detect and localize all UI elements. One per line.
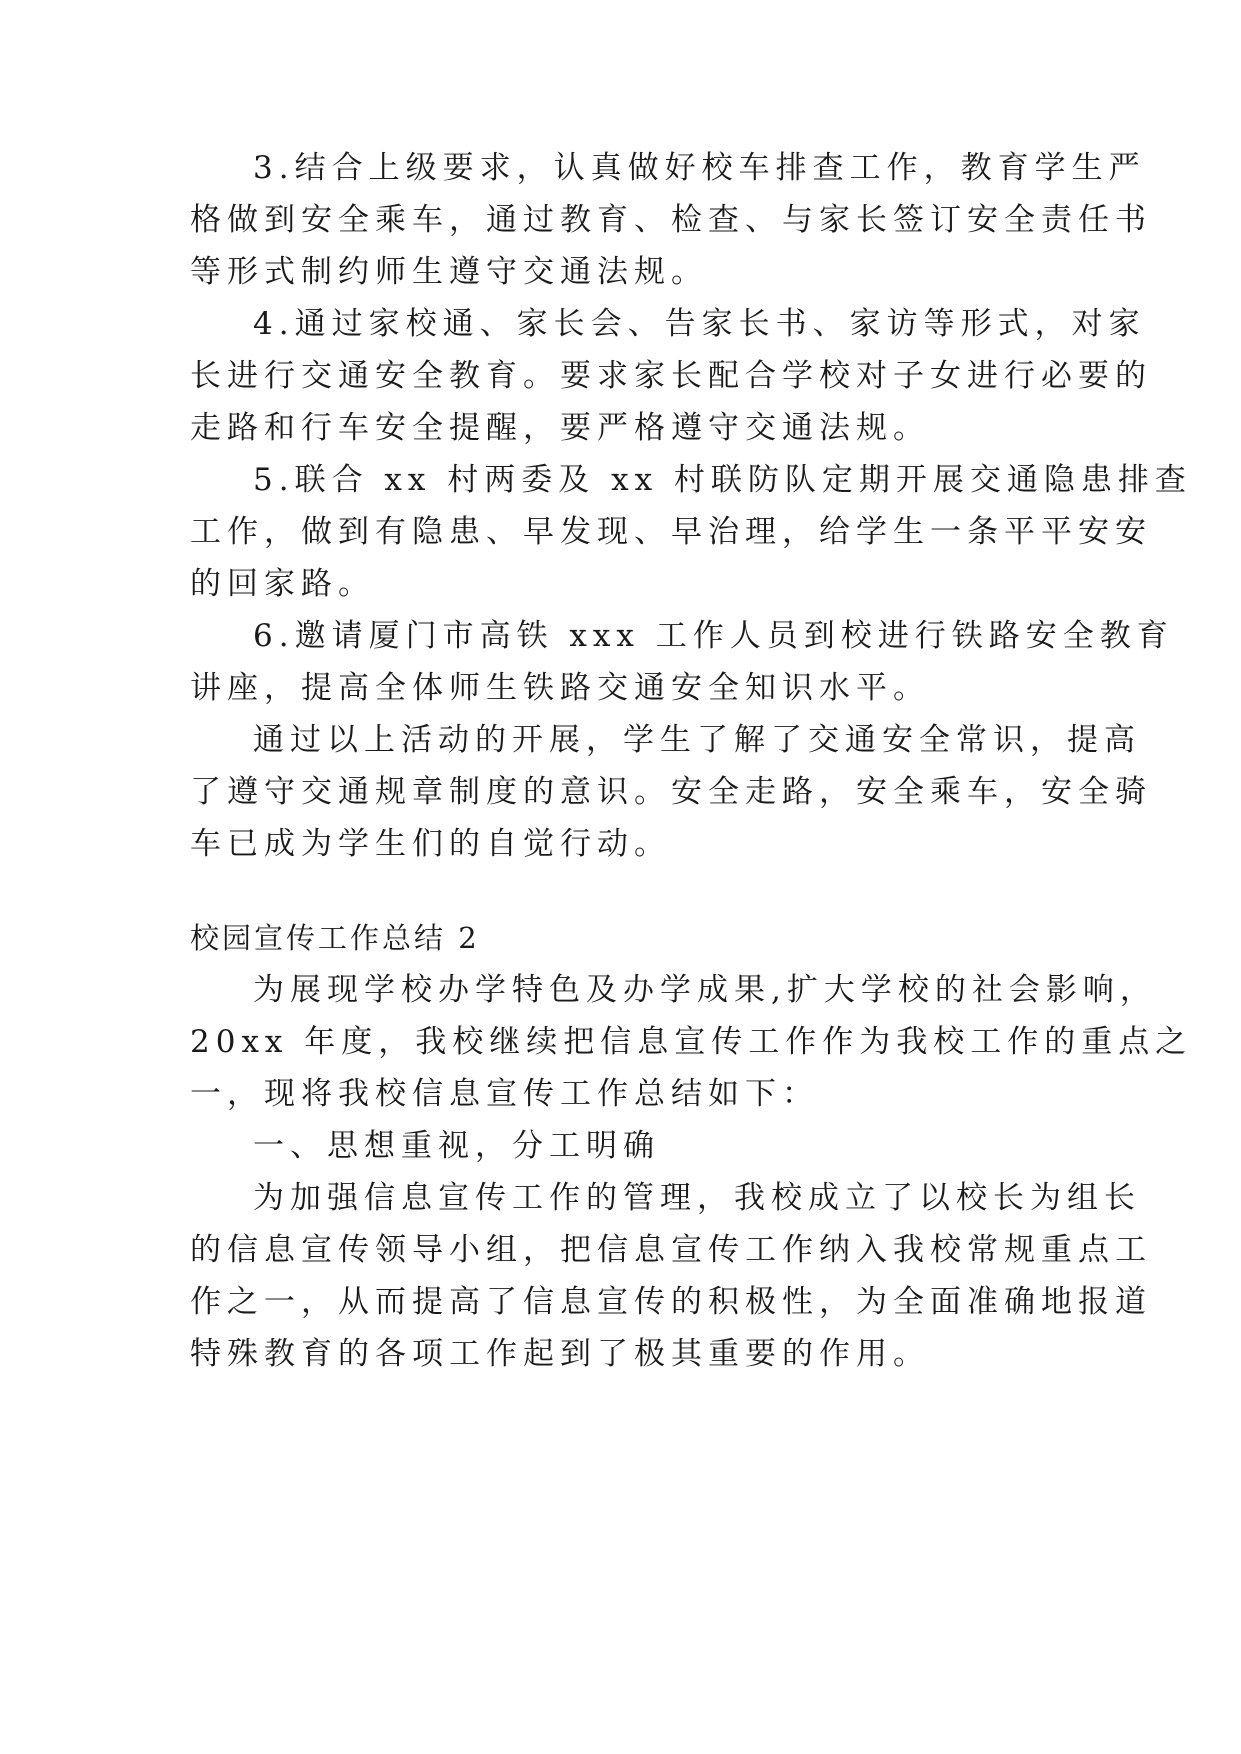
paragraph-6-line-1: 6.邀请厦门市高铁 xxx 工作人员到校进行铁路安全教育 xyxy=(253,618,1174,654)
paragraph-3-line-1: 3.结合上级要求，认真做好校车排查工作，教育学生严 xyxy=(253,150,1146,186)
intro-line-2: 20xx 年度，我校继续把信息宣传工作作为我校工作的重点之 xyxy=(190,1024,1193,1060)
paragraph-4-line-1: 4.通过家校通、家长会、告家长书、家访等形式，对家 xyxy=(253,306,1146,342)
summary-line-1: 通过以上活动的开展，学生了解了交通安全常识，提高 xyxy=(253,722,1141,758)
paragraph-5-line-2: 工作，做到有隐患、早发现、早治理，给学生一条平平安安 xyxy=(190,514,1152,550)
body-1-line-1: 为加强信息宣传工作的管理，我校成立了以校长为组长 xyxy=(253,1180,1141,1216)
paragraph-5-line-3: 的回家路。 xyxy=(190,566,375,602)
paragraph-6-line-2: 讲座，提高全体师生铁路交通安全知识水平。 xyxy=(190,670,930,706)
paragraph-4-line-2: 长进行交通安全教育。要求家长配合学校对子女进行必要的 xyxy=(190,358,1152,394)
paragraph-4-line-3: 走路和行车安全提醒，要严格遵守交通法规。 xyxy=(190,410,930,446)
body-1-line-3: 作之一，从而提高了信息宣传的积极性，为全面准确地报道 xyxy=(190,1284,1152,1320)
summary-line-3: 车已成为学生们的自觉行动。 xyxy=(190,826,671,862)
paragraph-3-line-2: 格做到安全乘车，通过教育、检查、与家长签订安全责任书 xyxy=(190,202,1152,238)
section-title: 校园宣传工作总结 2 xyxy=(190,921,480,955)
body-1-line-2: 的信息宣传领导小组，把信息宣传工作纳入我校常规重点工 xyxy=(190,1232,1152,1268)
intro-line-1: 为展现学校办学特色及办学成果,扩大学校的社会影响， xyxy=(253,972,1157,1008)
summary-line-2: 了遵守交通规章制度的意识。安全走路，安全乘车，安全骑 xyxy=(190,774,1152,810)
paragraph-3-line-3: 等形式制约师生遵守交通法规。 xyxy=(190,254,708,290)
heading-1: 一、思想重视，分工明确 xyxy=(253,1128,660,1164)
paragraph-5-line-1: 5.联合 xx 村两委及 xx 村联防队定期开展交通隐患排查 xyxy=(253,462,1192,498)
body-1-line-4: 特殊教育的各项工作起到了极其重要的作用。 xyxy=(190,1336,930,1372)
intro-line-3: 一，现将我校信息宣传工作总结如下： xyxy=(190,1076,819,1112)
